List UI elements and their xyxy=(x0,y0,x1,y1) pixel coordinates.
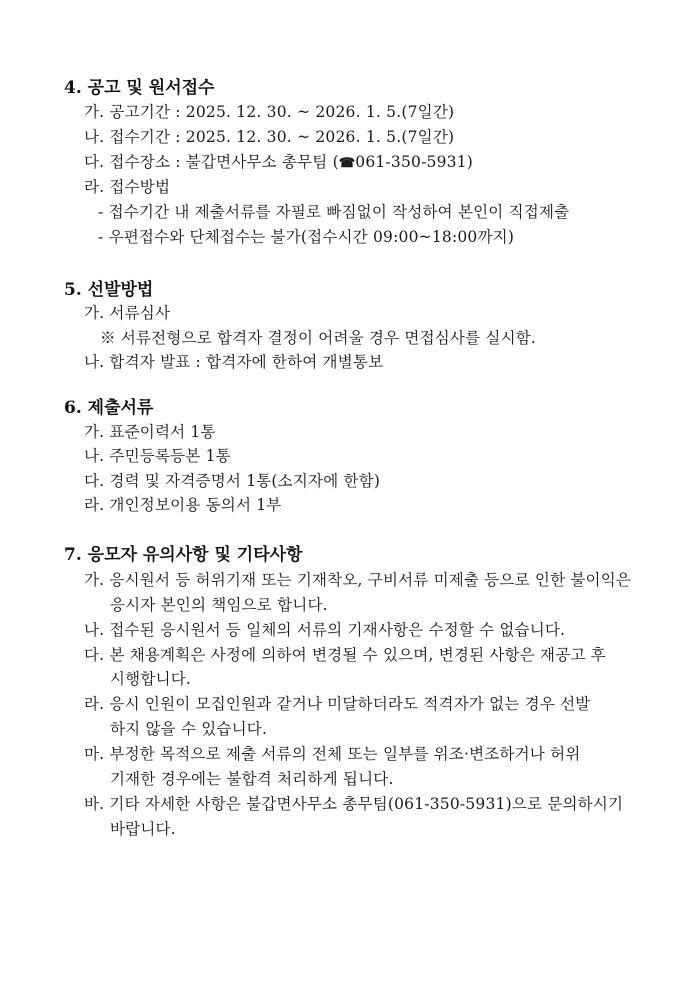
section-7-heading: 7. 응모자 유의사항 및 기타사항 xyxy=(64,545,303,565)
notice-item-f-cont: 바랍니다. xyxy=(110,820,176,838)
application-period-line: 나. 접수기간 : 2025. 12. 30. ~ 2026. 1. 5.(7일간) xyxy=(84,128,455,146)
method-bullet-2: - 우편접수와 단체접수는 불가(접수시간 09:00~18:00까지) xyxy=(98,228,515,246)
required-doc-1: 가. 표준이력서 1통 xyxy=(84,423,216,441)
interview-note-line: ※ 서류전형으로 합격자 결정이 어려울 경우 면접심사를 실시함. xyxy=(100,329,537,347)
notice-item-d: 라. 응시 인원이 모집인원과 같거나 미달하더라도 적격자가 없는 경우 선발 xyxy=(84,695,591,713)
method-bullet-1: - 접수기간 내 제출서류를 자필로 빠짐없이 작성하여 본인이 직접제출 xyxy=(98,203,570,221)
notice-item-c: 다. 본 채용계획은 사정에 의하여 변경될 수 있으며, 변경된 사항은 재공고 후 xyxy=(84,646,606,664)
required-doc-3: 다. 경력 및 자격증명서 1통(소지자에 한함) xyxy=(84,472,381,490)
notice-item-a-cont: 응시자 본인의 책임으로 합니다. xyxy=(110,596,328,614)
document-review-line: 가. 서류심사 xyxy=(84,304,171,322)
contact-phone: 061-350-5931) xyxy=(355,153,474,171)
section-4-heading: 4. 공고 및 원서접수 xyxy=(64,78,215,98)
notice-item-e: 마. 부정한 목적으로 제출 서류의 전체 또는 일부를 위조·변조하거나 허위 xyxy=(84,745,581,763)
required-doc-4: 라. 개인정보이용 동의서 1부 xyxy=(84,496,282,514)
phone-icon: ☎ xyxy=(338,156,356,171)
application-place-text: 다. 접수장소 : 불갑면사무소 총무팀 ( xyxy=(84,153,339,171)
notice-item-f: 바. 기타 자세한 사항은 불갑면사무소 총무팀(061-350-5931)으로 문의하시기 xyxy=(84,795,624,813)
notice-item-b: 나. 접수된 응시원서 등 일체의 서류의 기재사항은 수정할 수 없습니다. xyxy=(84,621,566,639)
section-6-heading: 6. 제출서류 xyxy=(64,398,154,418)
announcement-line: 나. 합격자 발표 : 합격자에 한하여 개별통보 xyxy=(84,353,384,371)
notice-item-d-cont: 하지 않을 수 있습니다. xyxy=(110,720,268,738)
notice-item-e-cont: 기재한 경우에는 불합격 처리하게 됩니다. xyxy=(110,770,394,788)
application-method-line: 라. 접수방법 xyxy=(84,178,171,196)
notice-item-c-cont: 시행합니다. xyxy=(110,670,191,688)
notice-item-a: 가. 응시원서 등 허위기재 또는 기재착오, 구비서류 미제출 등으로 인한 불이익은 xyxy=(84,571,632,589)
application-place-line xyxy=(84,152,473,174)
required-doc-2: 나. 주민등록등본 1통 xyxy=(84,447,231,465)
notice-period-line: 가. 공고기간 : 2025. 12. 30. ~ 2026. 1. 5.(7일간) xyxy=(84,103,455,121)
section-5-heading: 5. 선발방법 xyxy=(64,280,154,300)
